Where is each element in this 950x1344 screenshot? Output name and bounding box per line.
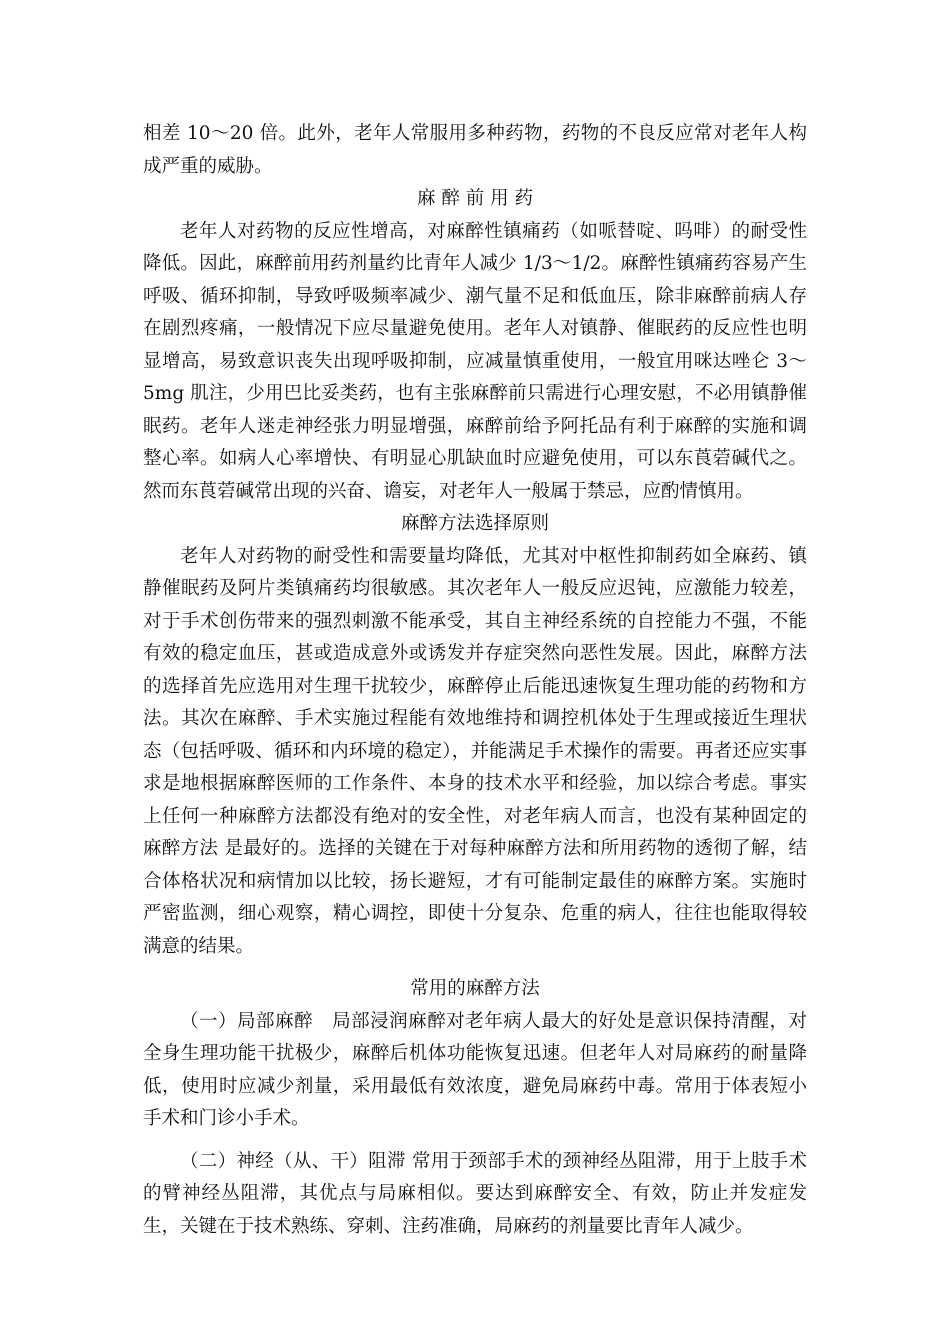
section-heading-selection-principles: 麻醉方法选择原则 bbox=[400, 513, 549, 534]
section-heading-common-methods: 常用的麻醉方法 bbox=[410, 978, 540, 999]
document-page bbox=[143, 118, 807, 1243]
paragraph-nerve-block: （二）神经（从、干）阻滞 常用于颈部手术的颈神经丛阻滞，用于上肢手术的臂神经丛阻滞，其优点与局麻相似。要达到麻醉安全、有效，防止并发症发生，关键在于技术熟练、穿刺、注药准确，局麻药的剂量要比青年人减少。 bbox=[143, 1150, 807, 1237]
paragraph-premedication: 老年人对药物的反应性增高，对麻醉性镇痛药（如哌替啶、吗啡）的耐受性降低。因此，麻醉前用药剂量约比青年人减少 1/3～1/2。麻醉性镇痛药容易产生呼吸、循环抑制，导致呼吸频率减少、潮气量不足和低血压，除非麻醉前病人存在剧烈疼痛，一般情况下应尽量避免使用。老年人对镇静、催眠药的反应性也明显增高，易致意识丧失出现呼吸抑制，应减量慎重使用，一般宜用咪达唑仑 3～5mg 肌注，少用巴比妥类药，也有主张麻醉前只需进行心理安慰，不必用镇静催眠药。老年人迷走神经张力明显增强，麻醉前给予阿托品有利于麻醉的实施和调整心率。如病人心率增快、有明显心肌缺血时应避免使用，可以东莨菪碱代之。然而东莨菪碱常出现的兴奋、谵妄，对老年人一般属于禁忌，应酌情慎用。 bbox=[143, 220, 807, 502]
paragraph-continuation: 相差 10～20 倍。此外，老年人常服用多种药物，药物的不良反应常对老年人构成严重的威胁。 bbox=[143, 123, 807, 177]
paragraph-selection-principles: 老年人对药物的耐受性和需要量均降低，尤其对中枢性抑制药如全麻药、镇静催眠药及阿片类镇痛药均很敏感。其次老年人一般反应迟钝，应激能力较差，对于手术创伤带来的强烈刺激不能承受，其自主神经系统的自控能力不强，不能有效的稳定血压，甚或造成意外或诱发并存症突然向恶性发展。因此，麻醉方法的选择首先应选用对生理干扰较少，麻醉停止后能迅速恢复生理功能的药物和方法。其次在麻醉、手术实施过程能有效地维持和调控机体处于生理或接近生理状态（包括呼吸、循环和内环境的稳定），并能满足手术操作的需要。再者还应实事求是地根据麻醉医师的工作条件、本身的技术水平和经验，加以综合考虑。事实上任何一种麻醉方法都没有绝对的安全性，对老年病人而言，也没有某种固定的麻醉方法 是最好的。选择的关键在于对每种麻醉方法和所用药物的透彻了解，结合体格状况和病情加以比较，扬长避短，才有可能制定最佳的麻醉方案。实施时严密监测，细心观察，精心调控，即使十分复杂、危重的病人，往往也能取得较满意的结果。 bbox=[143, 545, 807, 957]
paragraph-local-anesthesia: （一）局部麻醉 局部浸润麻醉对老年病人最大的好处是意识保持清醒，对全身生理功能干扰极少，麻醉后机体功能恢复迅速。但老年人对局麻药的耐量降低，使用时应减少剂量，采用最低有效浓度，避免局麻药中毒。常用于体表短小手术和门诊小手术。 bbox=[143, 1010, 807, 1129]
section-heading-premedication: 麻 醉 前 用 药 bbox=[416, 188, 534, 209]
